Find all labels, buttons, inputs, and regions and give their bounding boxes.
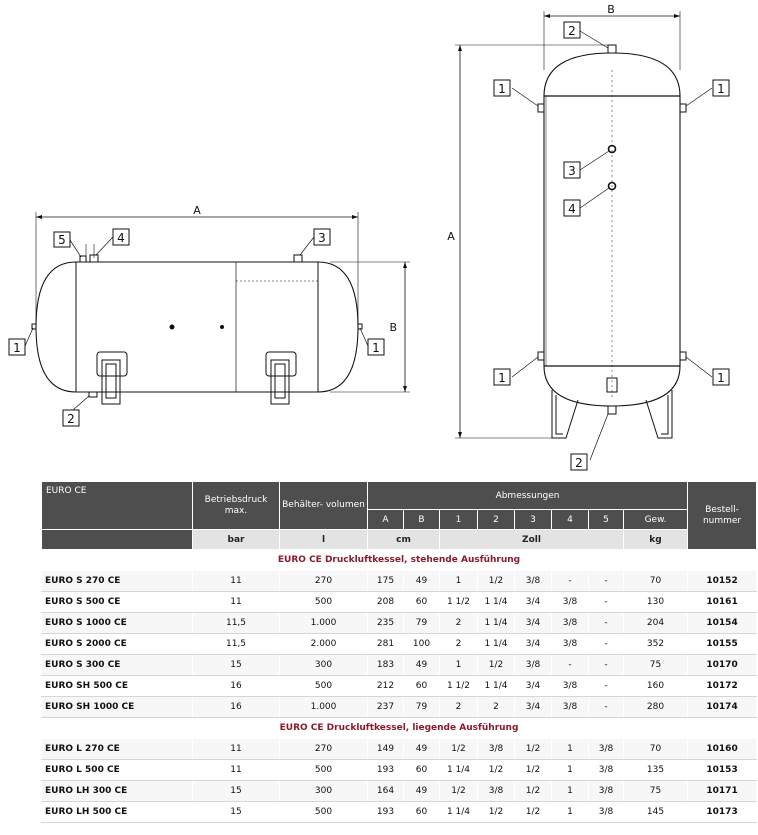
cell-vol: 300	[280, 781, 368, 802]
unit-cm: cm	[368, 530, 440, 550]
cell-model: EURO L 270 CE	[42, 739, 193, 760]
cell-c1: 1	[440, 571, 478, 592]
cell-b: 49	[404, 655, 440, 676]
cell-c4: 1	[552, 802, 589, 823]
cell-bar: 11	[193, 760, 280, 781]
cell-model: EURO SH 500 CE	[42, 676, 193, 697]
spec-table-body	[42, 550, 757, 823]
spec-table	[41, 481, 757, 823]
cell-c5: -	[589, 613, 624, 634]
cell-c2: 1/2	[478, 760, 515, 781]
cell-c1: 1 1/4	[440, 760, 478, 781]
cell-a: 208	[368, 592, 404, 613]
cell-order: 10155	[688, 634, 757, 655]
unit-kg: kg	[624, 530, 688, 550]
vertical-dim-a: A	[447, 230, 455, 243]
cell-a: 193	[368, 802, 404, 823]
header-pressure: Betriebsdruck max.	[193, 482, 280, 530]
callout-v-3: 3	[568, 164, 576, 178]
header-col-5: 5	[589, 510, 624, 530]
table-row	[42, 676, 757, 697]
cell-c4: 3/8	[552, 697, 589, 718]
section-row	[42, 550, 757, 571]
cell-c4: 1	[552, 760, 589, 781]
horizontal-dim-b: B	[389, 321, 397, 334]
cell-b: 79	[404, 613, 440, 634]
cell-c1: 2	[440, 697, 478, 718]
cell-c5: -	[589, 634, 624, 655]
cell-a: 212	[368, 676, 404, 697]
cell-c3: 3/4	[515, 634, 552, 655]
cell-order: 10152	[688, 571, 757, 592]
cell-c3: 3/4	[515, 676, 552, 697]
cell-vol: 1.000	[280, 697, 368, 718]
table-row	[42, 571, 757, 592]
callout-h-1-left: 1	[13, 341, 21, 355]
cell-model: EURO LH 300 CE	[42, 781, 193, 802]
header-model: EURO CE	[42, 482, 193, 530]
callout-v-1-bottom-left: 1	[498, 371, 506, 385]
callout-v-4: 4	[568, 202, 576, 216]
cell-c5: 3/8	[589, 781, 624, 802]
callout-v-1-top-left: 1	[498, 82, 506, 96]
cell-order: 10173	[688, 802, 757, 823]
unit-liter: l	[280, 530, 368, 550]
cell-vol: 300	[280, 655, 368, 676]
unit-zoll: Zoll	[440, 530, 624, 550]
table-row	[42, 760, 757, 781]
horizontal-dim-a: A	[193, 204, 201, 217]
callout-h-1-right: 1	[372, 341, 380, 355]
cell-c4: -	[552, 571, 589, 592]
cell-c4: 3/8	[552, 676, 589, 697]
cell-c4: 3/8	[552, 634, 589, 655]
cell-c5: -	[589, 676, 624, 697]
cell-order: 10170	[688, 655, 757, 676]
header-order-number: Bestell- nummer	[688, 482, 757, 550]
cell-c4: 1	[552, 739, 589, 760]
cell-bar: 15	[193, 655, 280, 676]
header-col-weight: Gew.	[624, 510, 688, 530]
cell-vol: 500	[280, 802, 368, 823]
vertical-tank-labels	[447, 3, 725, 470]
cell-c2: 1 1/4	[478, 634, 515, 655]
cell-c2: 2	[478, 697, 515, 718]
cell-c1: 1/2	[440, 781, 478, 802]
cell-c3: 3/8	[515, 655, 552, 676]
cell-c1: 2	[440, 634, 478, 655]
table-row	[42, 781, 757, 802]
cell-c2: 1/2	[478, 802, 515, 823]
table-row	[42, 697, 757, 718]
cell-c3: 3/4	[515, 613, 552, 634]
cell-bar: 11,5	[193, 634, 280, 655]
cell-c3: 1/2	[515, 760, 552, 781]
header-col-4: 4	[552, 510, 589, 530]
cell-model: EURO S 270 CE	[42, 571, 193, 592]
callout-v-2-top: 2	[568, 24, 576, 38]
cell-kg: 75	[624, 655, 688, 676]
cell-c2: 1/2	[478, 571, 515, 592]
cell-c5: 3/8	[589, 739, 624, 760]
cell-c1: 1 1/2	[440, 676, 478, 697]
cell-c1: 1	[440, 655, 478, 676]
header-volume: Behälter- volumen	[280, 482, 368, 530]
cell-model: EURO SH 1000 CE	[42, 697, 193, 718]
cell-kg: 75	[624, 781, 688, 802]
cell-model: EURO S 300 CE	[42, 655, 193, 676]
cell-b: 60	[404, 802, 440, 823]
cell-c2: 3/8	[478, 739, 515, 760]
cell-kg: 70	[624, 739, 688, 760]
cell-vol: 2.000	[280, 634, 368, 655]
cell-kg: 160	[624, 676, 688, 697]
callout-h-5: 5	[58, 233, 66, 247]
cell-vol: 1.000	[280, 613, 368, 634]
cell-b: 79	[404, 697, 440, 718]
cell-b: 49	[404, 739, 440, 760]
cell-a: 175	[368, 571, 404, 592]
cell-c4: 3/8	[552, 592, 589, 613]
cell-order: 10161	[688, 592, 757, 613]
cell-c4: 3/8	[552, 613, 589, 634]
cell-c3: 3/8	[515, 571, 552, 592]
cell-c4: 1	[552, 781, 589, 802]
cell-bar: 11	[193, 739, 280, 760]
vertical-tank-drawing	[455, 11, 729, 470]
section-title: EURO CE Druckluftkessel, liegende Ausführung	[42, 718, 757, 739]
cell-b: 49	[404, 781, 440, 802]
cell-c1: 1/2	[440, 739, 478, 760]
section-row	[42, 718, 757, 739]
cell-a: 237	[368, 697, 404, 718]
cell-c3: 1/2	[515, 739, 552, 760]
cell-vol: 500	[280, 760, 368, 781]
cell-a: 193	[368, 760, 404, 781]
cell-c5: 3/8	[589, 802, 624, 823]
cell-order: 10153	[688, 760, 757, 781]
cell-c3: 3/4	[515, 697, 552, 718]
cell-order: 10174	[688, 697, 757, 718]
callout-h-2: 2	[67, 412, 75, 426]
header-col-1: 1	[440, 510, 478, 530]
cell-bar: 11	[193, 571, 280, 592]
cell-c1: 2	[440, 613, 478, 634]
header-col-2: 2	[478, 510, 515, 530]
cell-kg: 70	[624, 571, 688, 592]
cell-order: 10172	[688, 676, 757, 697]
table-row	[42, 655, 757, 676]
table-row	[42, 634, 757, 655]
cell-kg: 280	[624, 697, 688, 718]
cell-bar: 16	[193, 676, 280, 697]
cell-model: EURO L 500 CE	[42, 760, 193, 781]
cell-vol: 270	[280, 571, 368, 592]
unit-bar: bar	[193, 530, 280, 550]
cell-kg: 204	[624, 613, 688, 634]
section-title: EURO CE Druckluftkessel, stehende Ausführung	[42, 550, 757, 571]
cell-c2: 3/8	[478, 781, 515, 802]
cell-vol: 500	[280, 676, 368, 697]
cell-a: 183	[368, 655, 404, 676]
cell-kg: 135	[624, 760, 688, 781]
cell-c3: 3/4	[515, 592, 552, 613]
cell-vol: 500	[280, 592, 368, 613]
cell-c4: -	[552, 655, 589, 676]
cell-order: 10154	[688, 613, 757, 634]
header-dimensions: Abmessungen	[368, 482, 688, 510]
callout-v-1-bottom-right: 1	[717, 371, 725, 385]
cell-model: EURO S 1000 CE	[42, 613, 193, 634]
cell-b: 60	[404, 676, 440, 697]
callout-h-4: 4	[117, 231, 125, 245]
cell-model: EURO S 2000 CE	[42, 634, 193, 655]
cell-c2: 1 1/4	[478, 592, 515, 613]
cell-b: 49	[404, 571, 440, 592]
horizontal-tank-labels	[13, 204, 397, 426]
cell-model: EURO S 500 CE	[42, 592, 193, 613]
cell-order: 10160	[688, 739, 757, 760]
cell-c2: 1 1/4	[478, 613, 515, 634]
callout-h-3: 3	[318, 231, 326, 245]
cell-c1: 1 1/4	[440, 802, 478, 823]
cell-c2: 1/2	[478, 655, 515, 676]
cell-a: 164	[368, 781, 404, 802]
cell-kg: 352	[624, 634, 688, 655]
cell-b: 60	[404, 592, 440, 613]
table-row	[42, 739, 757, 760]
cell-vol: 270	[280, 739, 368, 760]
cell-c2: 1 1/4	[478, 676, 515, 697]
cell-b: 100	[404, 634, 440, 655]
unit-empty	[42, 530, 193, 550]
cell-a: 235	[368, 613, 404, 634]
vertical-dim-b: B	[607, 3, 615, 16]
cell-bar: 15	[193, 802, 280, 823]
table-row	[42, 802, 757, 823]
cell-c3: 1/2	[515, 781, 552, 802]
cell-kg: 145	[624, 802, 688, 823]
table-row	[42, 613, 757, 634]
cell-c5: -	[589, 571, 624, 592]
cell-bar: 15	[193, 781, 280, 802]
cell-bar: 11	[193, 592, 280, 613]
cell-model: EURO LH 500 CE	[42, 802, 193, 823]
cell-c5: 3/8	[589, 760, 624, 781]
horizontal-tank-drawing	[9, 212, 410, 426]
table-row	[42, 592, 757, 613]
header-col-a: A	[368, 510, 404, 530]
cell-bar: 16	[193, 697, 280, 718]
cell-c5: -	[589, 697, 624, 718]
cell-bar: 11,5	[193, 613, 280, 634]
callout-v-2-bottom: 2	[575, 456, 583, 470]
callout-v-1-top-right: 1	[717, 82, 725, 96]
cell-order: 10171	[688, 781, 757, 802]
cell-b: 60	[404, 760, 440, 781]
cell-a: 149	[368, 739, 404, 760]
cell-c5: -	[589, 592, 624, 613]
cell-a: 281	[368, 634, 404, 655]
cell-c3: 1/2	[515, 802, 552, 823]
header-col-b: B	[404, 510, 440, 530]
cell-c1: 1 1/2	[440, 592, 478, 613]
header-col-3: 3	[515, 510, 552, 530]
cell-kg: 130	[624, 592, 688, 613]
cell-c5: -	[589, 655, 624, 676]
